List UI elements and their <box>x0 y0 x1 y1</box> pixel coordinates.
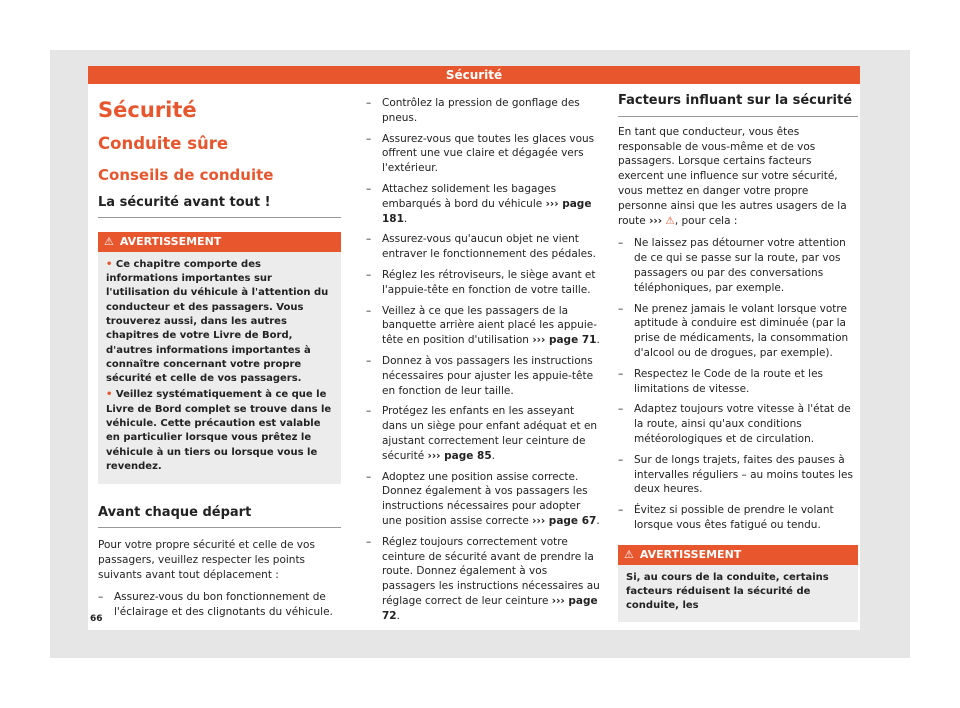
list-item: – Réglez toujours correctement votre ceinture de sécurité avant de prendre la route. Donnez également à vos passagers les instructions nécessaires au réglage correct de leur ceinture ››› page 72. <box>366 535 602 624</box>
chapter-header: Sécurité <box>88 66 860 84</box>
checklist-continued <box>366 96 602 624</box>
warning-box-2 <box>618 545 858 622</box>
warning-triangle-icon: ⚠ <box>104 234 114 248</box>
warning-item: • Ce chapitre comporte des informations importantes sur l'utilisation du véhicule à l'attention du conducteur et des passagers. Vous trouverez aussi, dans les autres chapitres de votre Livre de Bord, d'autres informations importantes à connaître concernant votre propre sécurité et celle de vos passagers. <box>106 258 329 385</box>
list-item: – Réglez les rétroviseurs, le siège avant et l'appuie-tête en fonction de votre taille. <box>366 268 602 298</box>
page-reference[interactable]: ››› <box>649 214 663 227</box>
bullet-icon: • <box>106 389 116 401</box>
warning-triangle-icon: ⚠ <box>624 547 634 561</box>
list-item: – Sur de longs trajets, faites des pauses à intervalles réguliers – au moins toutes les deux heures. <box>618 453 858 497</box>
list-item: – Assurez-vous que toutes les glaces vous offrent une vue claire et dégagée vers l'extérieur. <box>366 132 602 176</box>
page-reference[interactable]: ››› page 71 <box>532 334 597 347</box>
list-item: – Donnez à vos passagers les instructions nécessaires pour ajuster les appuie-tête en fonction de leur taille. <box>366 354 602 398</box>
page-number: 66 <box>90 614 103 624</box>
warning-label: AVERTISSEMENT <box>639 547 742 561</box>
section-title: Conduite sûre <box>98 134 229 153</box>
list-item: – Assurez-vous qu'aucun objet ne vient entraver le fonctionnement des pédales. <box>366 232 602 262</box>
list-item: – Respectez le Code de la route et les limitations de vitesse. <box>618 367 858 397</box>
list-item: – Évitez si possible de prendre le volant lorsque vous êtes fatigué ou tendu. <box>618 503 858 533</box>
column-1 <box>98 92 341 626</box>
topic-heading-3: Facteurs influant sur la sécurité <box>618 92 858 117</box>
topic-heading: La sécurité avant tout ! <box>98 194 341 218</box>
intro-paragraph-3: En tant que conducteur, vous êtes responsable de vous-même et de vos passagers. Lorsque certains facteurs exercent une influence sur votre sécurité, vous mettez en danger votre propre personne ainsi que les autres usagers de la route ››› ⚠, pour cela : <box>618 125 847 227</box>
list-item: – Contrôlez la pression de gonflage des pneus. <box>366 96 602 126</box>
list-item: – Assurez-vous du bon fonctionnement de l'éclairage et des clignotants du véhicule. <box>98 590 341 620</box>
page-reference[interactable]: ››› page 85 <box>427 449 492 462</box>
list-item: – Adoptez une position assise correcte. Donnez également à vos passagers les instructions nécessaires pour adopter une position assise correcte ››› page 67. <box>366 470 602 529</box>
list-item: – Attachez solidement les bagages embarqués à bord du véhicule ››› page 181. <box>366 182 602 226</box>
warning-header <box>98 232 341 252</box>
topic-heading-2: Avant chaque départ <box>98 502 341 528</box>
checklist <box>98 590 341 620</box>
manual-page <box>88 66 860 630</box>
warning-body <box>98 252 341 484</box>
safety-factor-list <box>618 236 858 532</box>
subsection-title: Conseils de conduite <box>98 166 274 184</box>
list-item: – Veillez à ce que les passagers de la banquette arrière aient placé les appuie-tête en position d'utilisation ››› page 71. <box>366 304 602 348</box>
list-item: – Ne prenez jamais le volant lorsque votre aptitude à conduire est diminuée (par la prise de médicaments, la consommation d'alcool ou de drogues, par exemple). <box>618 302 858 361</box>
column-2 <box>366 96 602 630</box>
bullet-icon: • <box>106 258 116 270</box>
chapter-title: Sécurité <box>98 98 197 122</box>
column-3 <box>618 92 858 622</box>
warning-header <box>618 545 858 565</box>
list-item: – Adaptez toujours votre vitesse à l'état de la route, ainsi qu'aux conditions météorologiques et de circulation. <box>618 402 858 446</box>
warning-box <box>98 232 341 484</box>
page-reference[interactable]: ››› page 72 <box>382 594 598 622</box>
warning-label: AVERTISSEMENT <box>119 234 222 248</box>
list-item: – Ne laissez pas détourner votre attention de ce qui se passe sur la route, par vos passagers ou par des conversations téléphoniques, par exemple. <box>618 236 858 295</box>
warning-item: • Veillez systématiquement à ce que le Livre de Bord complet se trouve dans le véhicule. Cette précaution est valable en particulier lorsque vous prêtez le véhicule à un tiers ou lorsque vous le revendez. <box>106 389 332 472</box>
page-reference[interactable]: ››› page 67 <box>532 514 597 527</box>
warning-body: Si, au cours de la conduite, certains facteurs réduisent la sécurité de conduite, les <box>626 571 829 612</box>
warning-triangle-icon: ⚠ <box>665 214 675 227</box>
page-reference[interactable]: ››› page 181 <box>382 197 592 225</box>
list-item: – Protégez les enfants en les asseyant dans un siège pour enfant adéquat et en ajustant correctement leur ceinture de sécurité ››› page 85. <box>366 404 602 463</box>
intro-paragraph: Pour votre propre sécurité et celle de vos passagers, veuillez respecter les points suivants avant tout déplacement : <box>98 539 315 581</box>
